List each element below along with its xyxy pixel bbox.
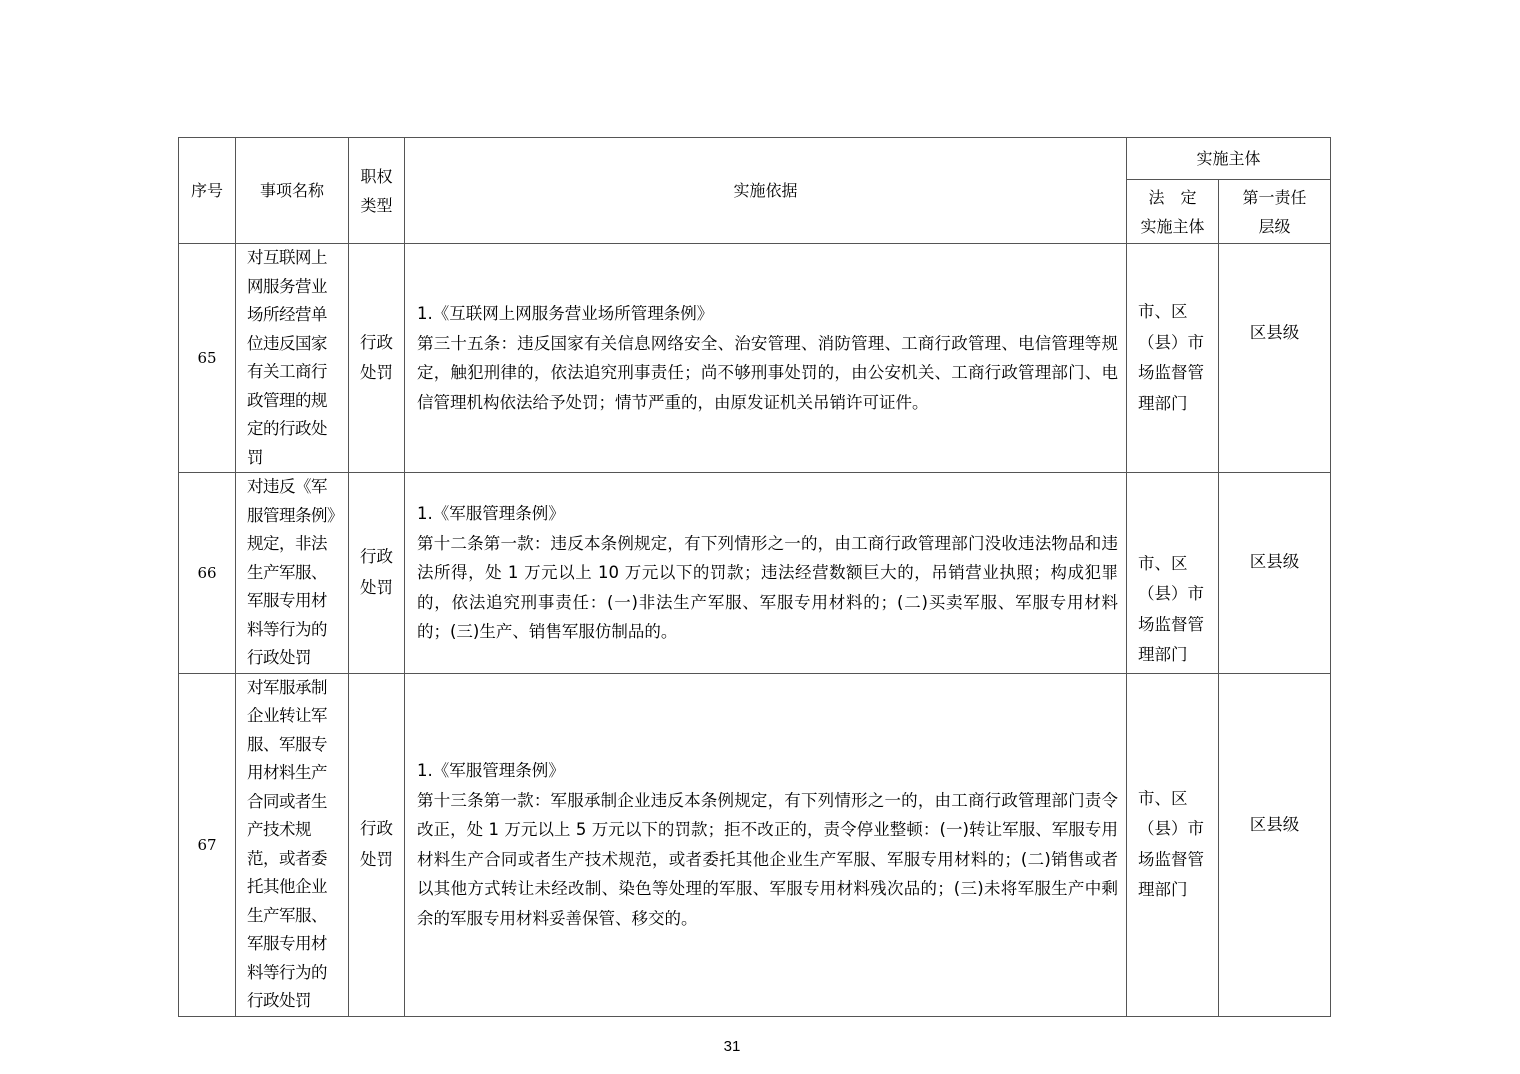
first-level-text: 区县级 (1249, 552, 1300, 571)
table-row (179, 473, 1331, 674)
row-index: 67 (179, 673, 236, 1016)
basis-article: 第十三条第一款：军服承制企业违反本条例规定，有下列情形之一的，由工商行政管理部门责令改正，处 1 万元以上 5 万元以下的罚款；拒不改正的，责令停业整顿：(一)转让军服、军服专用材料生产合同或者生产技术规范，或者委托其他企业生产军服、军服专用材料的；(二)销售或者以其他方式转让未经改制、染色等处理的军服、军服专用材料残次品的；(三)未将军服生产中剩余的军服专用材料妥善保管、移交的。 (417, 790, 1118, 928)
basis-source: 1.《军服管理条例》 (417, 761, 565, 780)
header-index: 序号 (179, 138, 236, 244)
basis-source: 1.《军服管理条例》 (417, 504, 565, 523)
row-legal-subject: 市、区（县）市场监督管理部门 (1127, 673, 1219, 1016)
row-legal-subject: 市、区（县）市场监督管理部门 (1127, 244, 1219, 473)
basis-article: 第三十五条：违反国家有关信息网络安全、治安管理、消防管理、工商行政管理、电信管理等规定，触犯刑律的，依法追究刑事责任；尚不够刑事处罚的，由公安机关、工商行政管理部门、电信管理机构依法给予处罚；情节严重的，由原发证机关吊销许可证件。 (417, 333, 1118, 412)
row-legal-subject: 市、区（县）市场监督管理部门 (1127, 473, 1219, 674)
row-basis (405, 673, 1127, 1016)
row-basis (405, 244, 1127, 473)
header-row-top (179, 138, 1331, 180)
row-item-name: 对互联网上网服务营业场所经营单位违反国家有关工商行政管理的规定的行政处罚 (236, 244, 349, 473)
row-item-name: 对军服承制企业转让军服、军服专用材料生产合同或者生产技术规范，或者委托其他企业生产军服、军服专用材料等行为的行政处罚 (236, 673, 349, 1016)
row-item-name: 对违反《军服管理条例》规定，非法生产军服、军服专用材料等行为的行政处罚 (236, 473, 349, 674)
header-impl-subject-group: 实施主体 (1127, 138, 1331, 180)
first-level-text: 区县级 (1249, 814, 1300, 834)
row-first-level (1219, 244, 1331, 473)
first-level-text: 区县级 (1249, 323, 1300, 342)
enforcement-items-table (178, 137, 1331, 1017)
page-number: 31 (723, 1038, 741, 1055)
header-power-type: 职权 类型 (349, 138, 405, 244)
basis-article: 第十二条第一款：违反本条例规定，有下列情形之一的，由工商行政管理部门没收违法物品和违法所得，处 1 万元以上 10 万元以下的罚款；违法经营数额巨大的，吊销营业执照；构成犯罪的，依法追究刑事责任：(一)非法生产军服、军服专用材料的；(二)买卖军服、军服专用材料的；(三)生产、销售军服仿制品的。 (417, 533, 1118, 641)
table-row (179, 244, 1331, 473)
basis-source: 1.《互联网上网服务营业场所管理条例》 (417, 304, 714, 323)
table-row (179, 673, 1331, 1016)
row-index: 66 (179, 473, 236, 674)
row-power-type: 行政 处罚 (349, 673, 405, 1016)
header-item-name: 事项名称 (236, 138, 349, 244)
row-index: 65 (179, 244, 236, 473)
row-first-level (1219, 673, 1331, 1016)
row-power-type: 行政 处罚 (349, 473, 405, 674)
row-power-type: 行政 处罚 (349, 244, 405, 473)
row-basis (405, 473, 1127, 674)
header-basis: 实施依据 (405, 138, 1127, 244)
header-legal-subject: 法 定 实施主体 (1127, 180, 1219, 244)
header-first-level: 第一责任 层级 (1219, 180, 1331, 244)
row-first-level (1219, 473, 1331, 674)
